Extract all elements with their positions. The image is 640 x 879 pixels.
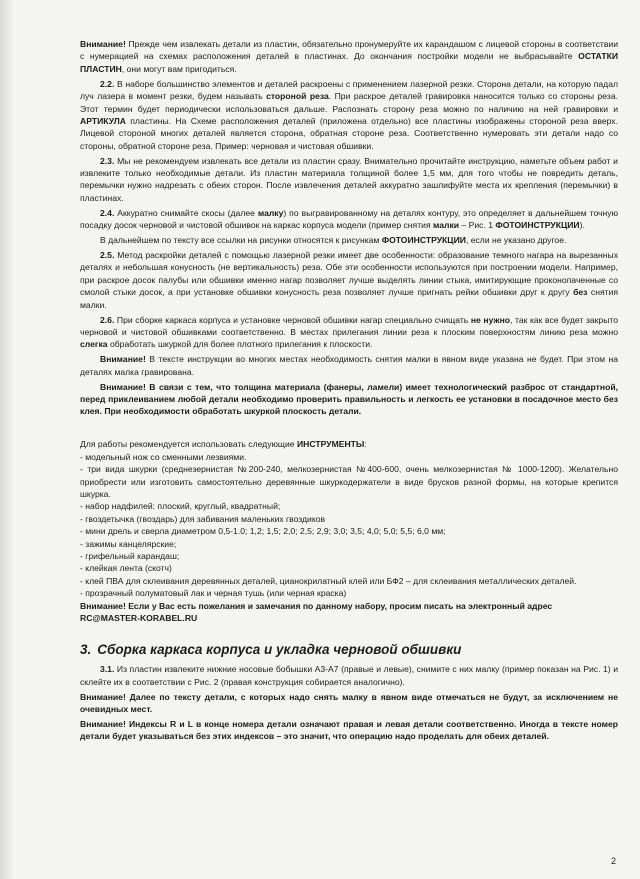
list-item: - грифельный карандаш;: [80, 550, 180, 561]
warning-indexes: Внимание! Индексы R и L в конце номера детали означают правая и левая детали соответственно. Иногда в тексте номер детали будет указываться без этих индексов – это значит, что операцию надо проделать для обеих деталей.: [80, 719, 618, 742]
paragraph-2-2: 2.2. В наборе большинство элементов и деталей раскроены с применением лазерной резки. Сторона детали, на которую падал луч лазера в момент резки, будем называть стороной реза. При раскрое деталей гравировка наносится только со стороны реза. Этот термин будет периодически использоваться дальше. Распознать сторону реза можно по наличию на ней гравировки и АРТИКУЛА пластины. На Схеме расположения деталей (приложена отдельно) все пластины изображены стороной реза вверх. Лицевой стороной многих деталей является сторона, обратная стороне реза. Соответственно нумеровать эти детали надо со стороны, обратной стороне реза. Пример: черновая и чистовая обшивки.: [80, 78, 618, 151]
paragraph-2-3: 2.3. Мы не рекомендуем извлекать все детали из пластин сразу. Внимательно прочитайте инструкцию, наметьте объем работ и извлеките только необходимые детали. Из пластин материала толщиной более 1,5 мм, для того чтобы не повредить деталь, перемычки нужно надрезать с обеих сторон. После извлечения деталей аккуратно зашлифуйте места их крепления (перемычки) в пластинах.: [80, 155, 618, 203]
paragraph-number: 2.3.: [100, 155, 115, 166]
section-3-heading: [80, 642, 618, 658]
paragraph-3-1: 3.1. Из пластин извлеките нижние носовые бобышки А3-А7 (правые и левые), снимите с них малку (пример показан на Рис. 1) и склейте их в соответствии с Рис. 2 (правая конструкция собирается аналогично).: [80, 664, 618, 687]
paragraph-number: 2.6.: [100, 314, 115, 325]
warning-feedback: Внимание! Если у Вас есть пожелания и замечания по данному набору, просим писать на электронный адрес: [80, 600, 553, 611]
list-item: - зажимы канцелярские;: [80, 538, 177, 549]
list-item: - набор надфилей: плоский, круглый, квадратный;: [80, 501, 281, 512]
paragraph-2-5: 2.5. Метод раскройки деталей с помощью лазерной резки имеет две особенности: образование темного нагара на вырезанных деталях и небольшая конусность (не вертикальность) реза. Обе эти особенности используются при построении модели. Например, при раскрое досок палубы или обшивки именно нагар позволяет лучше выделять линии стыка, имитирующие проконопаченные со смолой стыки досок, а при установке обшивки конусность реза позволяет лучше пригнать рейки обшивки друг к другу без снятия малки.: [80, 250, 618, 310]
scan-edge-shadow: [0, 0, 14, 879]
paragraph-number: 3.1.: [100, 664, 115, 675]
list-item: - три вида шкурки (среднезернистая №200-240, мелкозернистая №400-600, очень мелкозернистая № 1000-1200). Желательно приобрести или изготовить самостоятельно деревянные шкуркодержатели в виде брусков разной формы, на которые крепится шкурка.: [80, 464, 618, 499]
list-item: - гвоздетычка (гвоздарь) для забивания маленьких гвоздиков: [80, 513, 326, 524]
list-item: - клей ПВА для склеивания деревянных деталей, цианокрилатный клей или БФ2 – для склеивания металлических деталей.: [80, 575, 577, 586]
feedback-email: RC@MASTER-KORABEL.RU: [80, 612, 198, 623]
list-item: - мини дрель и сверла диаметром 0,5-1.0; 1,2; 1,5; 2,0; 2,5; 2,9; 3,0; 3,5; 4,0; 5,0; 5,5; 6,0 мм;: [80, 526, 446, 537]
paragraph-number: 2.4.: [100, 207, 115, 218]
warning-bevel-notes: Внимание! Далее по тексту детали, с которых надо снять малку в явном виде отмечаться не будут, за исключением не очевидных мест.: [80, 691, 618, 715]
warning-bevel-marking: Внимание! В тексте инструкции во многих местах необходимость снятия малки в явном виде указана не будет. При этом на деталях малка гравирована.: [80, 354, 618, 377]
warning-leftovers: Внимание! Прежде чем извлекать детали из пластин, обязательно пронумеруйте их карандашом с лицевой стороны в соответствии с нумерацией на схемах расположения деталей в пластинах. До окончания постройки модели не выбрасывайте ОСТАТКИ ПЛАСТИН, они могут вам пригодиться.: [80, 39, 618, 74]
paragraph-figure-references: В дальнейшем по тексту все ссылки на рисунки относятся к рисункам ФОТОИНСТРУКЦИИ, если не указано другое.: [100, 235, 567, 246]
page-number: 2: [610, 855, 616, 866]
paragraph-2-4: 2.4. Аккуратно снимайте скосы (далее малку) по выгравированному на деталях контуру, это определяет в дальнейшем точную посадку досок черновой и чистовой обшивок на каркас корпуса модели (пример снятия малки – Рис. 1 ФОТОИНСТРУКЦИИ).: [80, 207, 619, 231]
tools-list: [80, 438, 618, 624]
section-number: 3.: [80, 642, 92, 658]
list-item: - модельный нож со сменными лезвиями.: [80, 451, 247, 462]
section-title: Сборка каркаса корпуса и укладка черновой обшивки: [97, 642, 462, 658]
tools-intro: Для работы рекомендуется использовать следующие ИНСТРУМЕНТЫ:: [80, 439, 367, 450]
list-item: - клейкая лента (скотч): [80, 563, 172, 574]
warning-material-thickness: Внимание! В связи с тем, что толщина материала (фанеры, ламели) имеет технологический разброс от стандартной, перед приклеиванием любой детали необходимо проверить правильность и легкость ее установки в посадочное место без клея. При необходимости обработать шкуркой плоскость детали.: [80, 381, 618, 417]
paragraph-number: 2.2.: [100, 78, 115, 89]
paragraph-2-6: 2.6. При сборке каркаса корпуса и установке черновой обшивки нагар специально счищать не нужно, так как все будет закрыто черновой и чистовой обшивками соответственно. В местах прилегания линии реза к плоским поверхностям линию реза можно слегка обработать шкуркой для более плотного прилегания к плоскости.: [80, 314, 618, 350]
warning-label: Внимание!: [80, 39, 126, 49]
paragraph-number: 2.5.: [100, 250, 115, 260]
list-item: - прозрачный полуматовый лак и черная тушь (или черная краска): [80, 588, 347, 599]
warning-label: Внимание!: [100, 354, 146, 365]
